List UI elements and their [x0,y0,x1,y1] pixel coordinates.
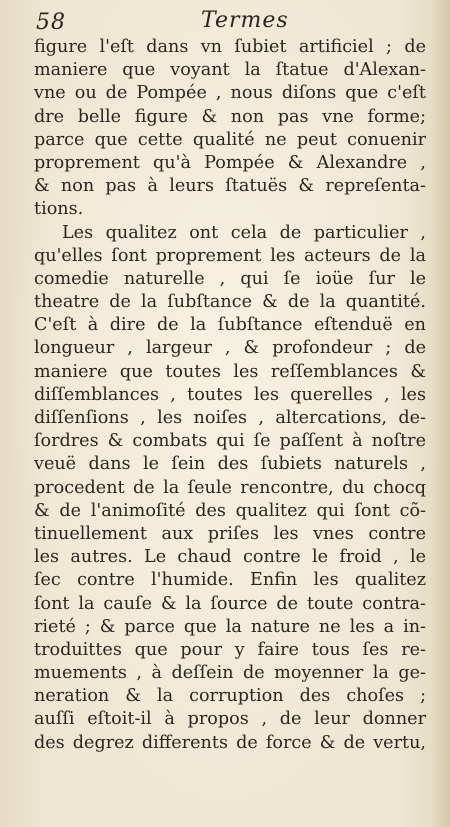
text-line: ſec contre l'humide. Enfin les qualitez [34,570,426,591]
body-text [34,36,426,755]
page-number: 58 [36,10,66,35]
text-line: proprement qu'à Pompée & Alexandre , [34,152,426,173]
text-line: rieté ; & parce que la nature ne les a in- [34,616,426,637]
text-line: ſont la cauſe & la ſource de toute contra- [34,593,426,614]
page-edge-shading [432,0,450,827]
running-title: Termes [201,8,289,33]
text-line: neration & la corruption des choſes ; [34,686,426,707]
text-line: & non pas à leurs ſtatuës & repreſenta- [34,176,426,197]
text-line: diſſemblances , toutes les querelles , les [34,384,426,405]
text-line: maniere que voyant la ſtatue d'Alexan- [34,60,426,81]
text-line: maniere que toutes les reſſemblances & [34,361,426,382]
text-line: auſſi eſtoit-il à propos , de leur donner [34,709,426,730]
text-line: des degrez differents de force & de vertu, [34,732,426,753]
text-line: tions. [34,199,84,220]
paragraph-first-line: Les qualitez ont cela de particulier , [62,222,426,243]
text-line: procedent de la ſeule rencontre, du chocq [34,477,426,498]
text-line: les autres. Le chaud contre le froid , le [34,547,426,568]
page-header [36,8,426,38]
text-line: muements , à deſſein de moyenner la ge- [34,663,426,684]
text-line: C'eſt à dire de la ſubſtance eſtenduë en [34,315,426,336]
text-line: tinuellement aux priſes les vnes contre [34,523,426,544]
text-line: qu'elles ſont proprement les acteurs de la [34,245,426,266]
text-line: dre belle figure & non pas vne forme; [34,106,426,127]
text-line: ſordres & combats qui ſe paſſent à noſtre [34,431,426,452]
text-line: & de l'animoſité des qualitez qui ſont cõ- [34,500,426,521]
text-line: comedie naturelle , qui ſe ioüe ſur le [34,268,426,289]
text-line: troduittes que pour y faire tous ſes re- [34,639,426,660]
text-line: parce que cette qualité ne peut conuenir [34,129,426,150]
text-line: figure l'eſt dans vn ſubiet artificiel ; de [34,37,426,57]
text-line: vne ou de Pompée , nous diſons que c'eſt [34,83,426,104]
text-line: longueur , largeur , & profondeur ; de [34,338,426,359]
text-line: diſſenſions , les noiſes , altercations, de- [34,408,426,428]
text-line: veuë dans le ſein des ſubiets naturels , [34,454,426,475]
text-line: theatre de la ſubſtance & de la quantité. [34,292,426,313]
